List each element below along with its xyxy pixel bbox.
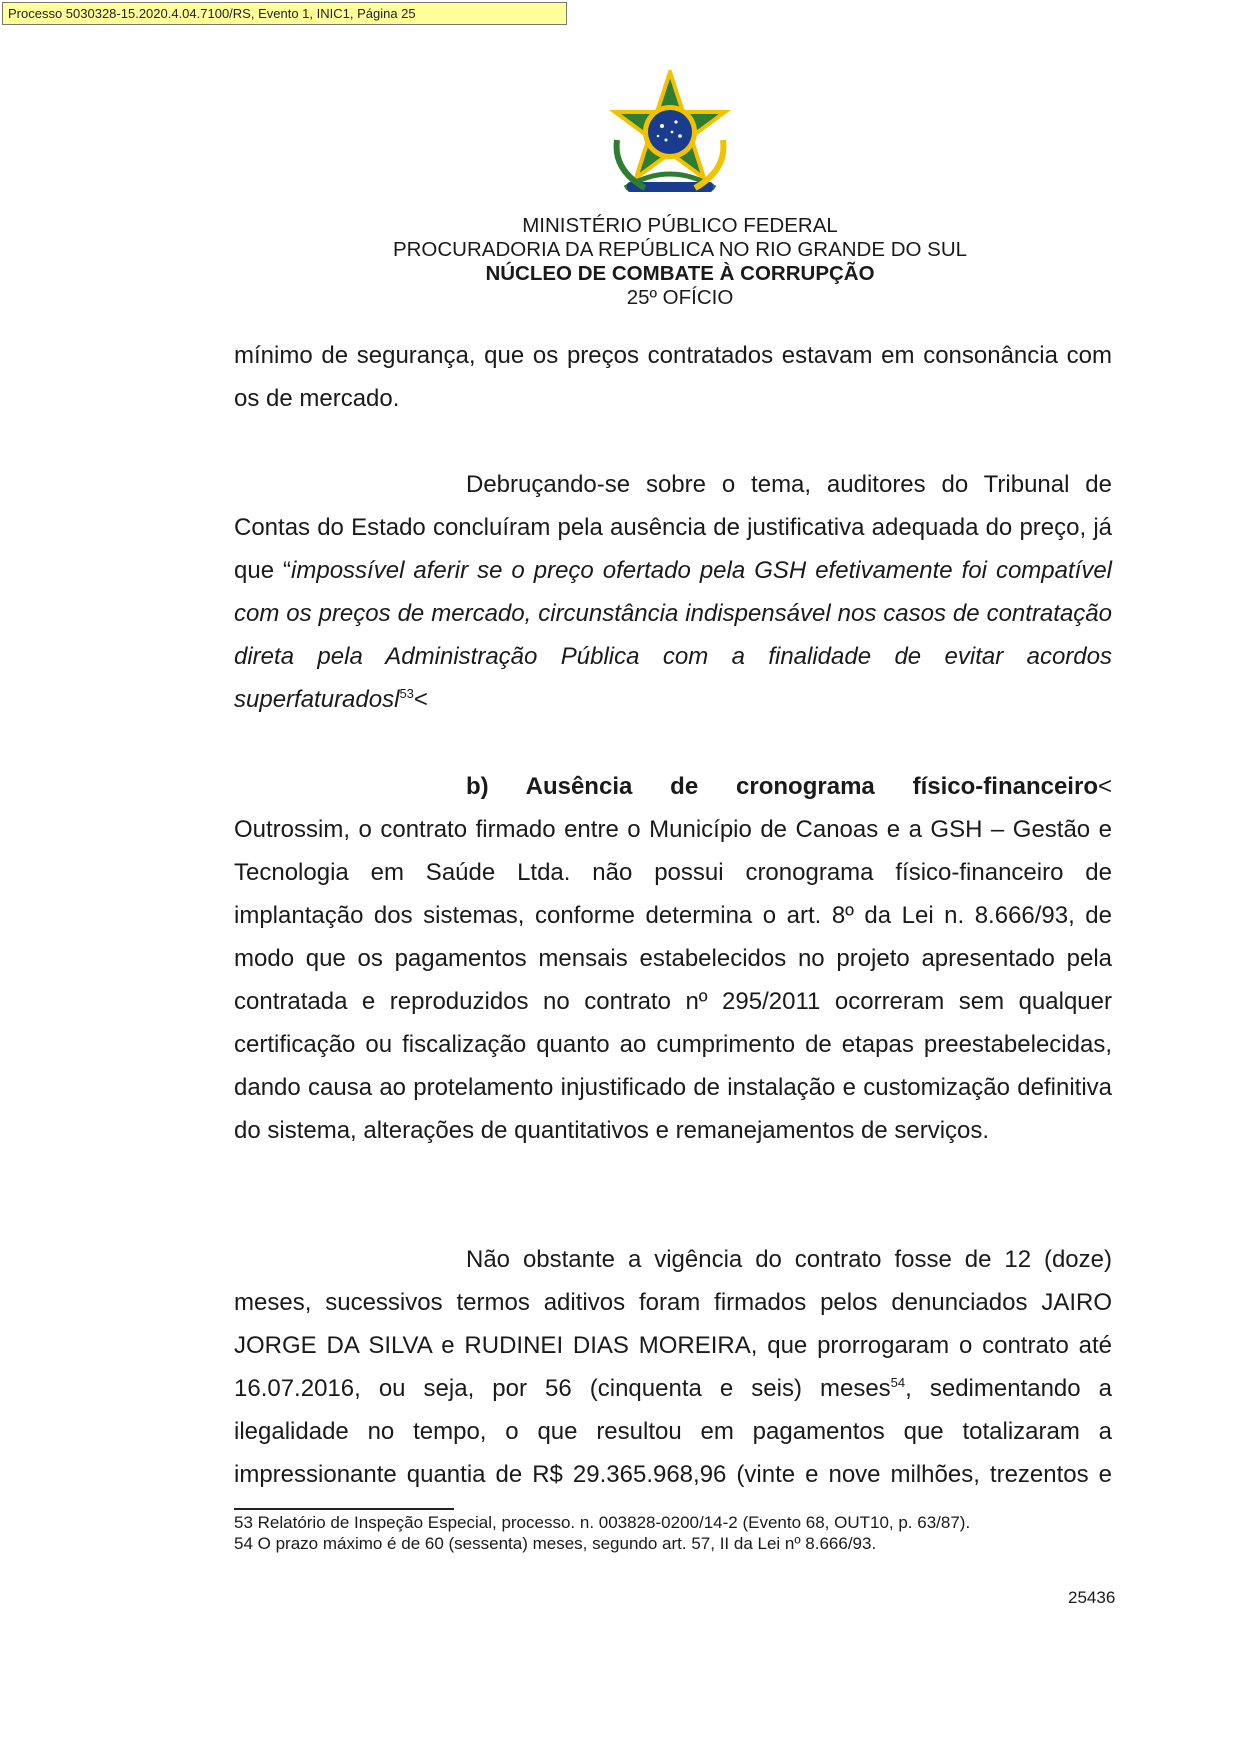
header-line-ministry: MINISTÉRIO PÚBLICO FEDERAL bbox=[522, 214, 838, 237]
paragraph-4-text bbox=[234, 1238, 1112, 1496]
footnote-ref-53: 53 bbox=[399, 686, 414, 701]
paragraph-2 bbox=[234, 463, 1112, 721]
page-number: 25436 bbox=[1068, 1588, 1116, 1607]
section-heading bbox=[234, 765, 1112, 808]
section-heading-bold: b) Ausência de cronograma físico-financeiro bbox=[466, 773, 1098, 800]
header-line-nucleo: NÚCLEO DE COMBATE À CORRUPÇÃO bbox=[485, 262, 875, 285]
document-header bbox=[0, 214, 1240, 310]
header-line-oficio: 25º OFÍCIO bbox=[626, 286, 734, 309]
paragraph-2-text bbox=[234, 463, 1112, 721]
paragraph-2-end: < bbox=[413, 686, 428, 713]
paragraph-2-quote: impossível aferir se o preço ofertado pela GSH efetivamente foi compatível com os preços de mercado, circunstância indispensável nos casos de contratação direta pela Administração Pública com a finalidade de evitar acordos superfaturadosl bbox=[234, 557, 1113, 713]
paragraph-3 bbox=[234, 808, 1112, 1152]
section-heading-text bbox=[234, 765, 1112, 808]
paragraph-3-text: Outrossim, o contrato firmado entre o Município de Canoas e a GSH – Gestão e Tecnologia em Saúde Ltda. não possui cronograma físico-financeiro de implantação dos sistemas, conforme determina o art. 8º da Lei n. 8.666/93, de modo que os pagamentos mensais estabelecidos no projeto apresentado pela contratada e reproduzidos no contrato nº 295/2011 ocorreram sem qualquer certificação ou fiscalização quanto ao cumprimento de etapas preestabelecidas, dando causa ao protelamento injustificado de instalação e customização definitiva do sistema, alterações de quantitativos e remanejamentos de serviços. bbox=[234, 816, 1112, 1144]
paragraph-4-tail: , sedimentando a ilegalidade no tempo, o que resultou em pagamentos que totalizaram a impressionante quantia de R$ 29.365.968,96 (vinte e nove milhões, trezentos e bbox=[234, 1375, 1113, 1488]
paragraph-2-lead: Debruçando-se sobre o tema, auditores do Tribunal de Contas do Estado concluíram pela ausência de justificativa adequada do preço, já que “ bbox=[234, 471, 1112, 584]
footnote-ref-54: 54 bbox=[890, 1375, 906, 1390]
footnotes bbox=[234, 1512, 970, 1554]
footnote-54: 54 O prazo máximo é de 60 (sessenta) meses, segundo art. 57, II da Lei nº 8.666/93. bbox=[234, 1534, 877, 1553]
brazil-coat-of-arms-icon bbox=[605, 70, 735, 200]
header-line-procuradoria: PROCURADORIA DA REPÚBLICA NO RIO GRANDE DO SUL bbox=[392, 238, 968, 261]
footnote-divider bbox=[234, 1508, 454, 1510]
paragraph-4-lead: Não obstante a vigência do contrato fosse de 12 (doze) meses, sucessivos termos aditivos foram firmados pelos denunciados JAIRO JORGE DA SILVA e RUDINEI DIAS MOREIRA, que prorrogaram o contrato até 16.07.2016, ou seja, por 56 (cinquenta e seis) meses bbox=[234, 1246, 1112, 1402]
paragraph-1-text: mínimo de segurança, que os preços contratados estavam em consonância com os de mercado. bbox=[234, 342, 1112, 412]
footnote-53: 53 Relatório de Inspeção Especial, processo. n. 003828-0200/14-2 (Evento 68, OUT10, p. 63/87). bbox=[234, 1513, 971, 1532]
process-stamp: Processo 5030328-15.2020.4.04.7100/RS, Evento 1, INIC1, Página 25 bbox=[2, 2, 567, 25]
paragraph-1 bbox=[234, 334, 1112, 420]
section-heading-end: < bbox=[1097, 773, 1112, 800]
paragraph-4 bbox=[234, 1238, 1112, 1496]
